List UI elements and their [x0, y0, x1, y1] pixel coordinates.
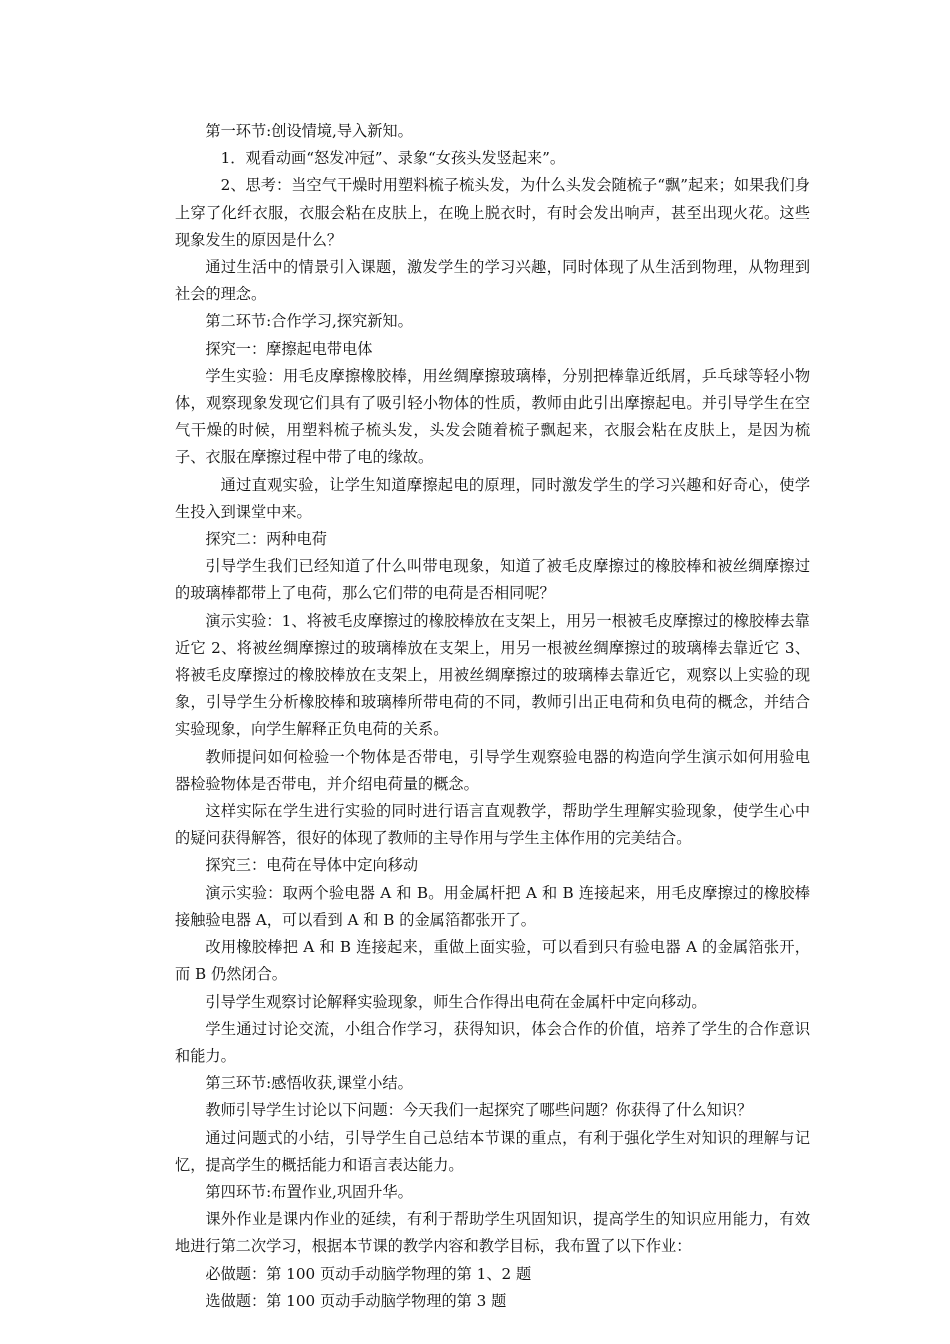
- section-heading-4: 第四环节:布置作业,巩固升华。: [205, 1182, 413, 1201]
- subheading: 探究一：摩擦起电带电体: [205, 339, 373, 358]
- subheading: 探究二：两种电荷: [205, 530, 327, 549]
- paragraph: 引导学生我们已经知道了什么叫带电现象，知道了被毛皮摩擦过的橡胶棒和被丝绸摩擦过的玻璃棒都带上了电荷，那么它们带的电荷是否相同呢？: [175, 557, 810, 603]
- section-heading-2: 第二环节:合作学习,探究新知。: [205, 312, 413, 331]
- paragraph: 1．观看动画“怒发冲冠”、录象“女孩头发竖起来”。: [220, 149, 566, 168]
- paragraph: 教师提问如何检验一个物体是否带电，引导学生观察验电器的构造向学生演示如何用验电器检验物体是否带电，并介绍电荷量的概念。: [175, 747, 810, 793]
- paragraph: 学生实验：用毛皮摩擦橡胶棒，用丝绸摩擦玻璃棒，分别把棒靠近纸屑，乒乓球等轻小物体，观察现象发现它们具有了吸引轻小物体的性质，教师由此引出摩擦起电。并引导学生在空气干燥的时候，用塑料梳子梳头发，头发会随着梳子飘起来，衣服会粘在皮肤上，是因为梳子、衣服在摩擦过程中带了电的缘故。: [175, 366, 810, 467]
- section-heading-1: 第一环节:创设情境,导入新知。: [205, 122, 413, 140]
- subheading: 探究三：电荷在导体中定向移动: [205, 856, 419, 875]
- paragraph: 通过问题式的小结，引导学生自己总结本节课的重点，有利于强化学生对知识的理解与记忆，提高学生的概括能力和语言表达能力。: [175, 1128, 810, 1174]
- paragraph: 课外作业是课内作业的延续，有利于帮助学生巩固知识，提高学生的知识应用能力，有效地进行第二次学习，根据本节课的教学内容和教学目标，我布置了以下作业：: [175, 1210, 810, 1256]
- homework-optional: 选做题：第 100 页动手动脑学物理的第 3 题: [205, 1291, 507, 1310]
- paragraph: 改用橡胶棒把 A 和 B 连接起来，重做上面实验，可以看到只有验电器 A 的金属箔张开，而 B 仍然闭合。: [175, 938, 810, 984]
- paragraph: 学生通过讨论交流，小组合作学习，获得知识，体会合作的价值，培养了学生的合作意识和能力。: [175, 1019, 810, 1065]
- paragraph: 演示实验：1、将被毛皮摩擦过的橡胶棒放在支架上，用另一根被毛皮摩擦过的橡胶棒去靠近它 2、将被丝绸摩擦过的玻璃棒放在支架上，用另一根被丝绸摩擦过的玻璃棒去靠近它 3、将被毛皮摩擦过的橡胶棒放在支架上，用被丝绸摩擦过的玻璃棒去靠近它，观察以上实验的现象，引导学生分析橡胶棒和玻璃棒所带电荷的不同，教师引出正电荷和负电荷的概念，并结合实验现象，向学生解释正负电荷的关系。: [175, 611, 810, 739]
- homework-required: 必做题：第 100 页动手动脑学物理的第 1、2 题: [205, 1264, 532, 1283]
- section-heading-3: 第三环节:感悟收获,课堂小结。: [205, 1074, 413, 1093]
- paragraph: 引导学生观察讨论解释实验现象，师生合作得出电荷在金属杆中定向移动。: [205, 992, 707, 1011]
- paragraph: 教师引导学生讨论以下问题：今天我们一起探究了哪些问题？你获得了什么知识？: [205, 1101, 753, 1120]
- paragraph: 演示实验：取两个验电器 A 和 B。用金属杆把 A 和 B 连接起来，用毛皮摩擦过的橡胶棒接触验电器 A，可以看到 A 和 B 的金属箔都张开了。: [175, 883, 810, 929]
- paragraph: 这样实际在学生进行实验的同时进行语言直观教学，帮助学生理解实验现象，使学生心中的疑问获得解答，很好的体现了教师的主导作用与学生主体作用的完美结合。: [175, 802, 810, 848]
- paragraph: 通过直观实验，让学生知道摩擦起电的原理，同时激发学生的学习兴趣和好奇心，使学生投入到课堂中来。: [175, 475, 810, 521]
- paragraph: 通过生活中的情景引入课题，激发学生的学习兴趣，同时体现了从生活到物理，从物理到社会的理念。: [175, 258, 810, 304]
- document-page: [175, 118, 810, 1315]
- paragraph: 2、思考：当空气干燥时用塑料梳子梳头发，为什么头发会随梳子“飘”起来；如果我们身上穿了化纤衣服，衣服会粘在皮肤上，在晚上脱衣时，有时会发出响声，甚至出现火花。这些现象发生的原因是什么？: [175, 176, 810, 249]
